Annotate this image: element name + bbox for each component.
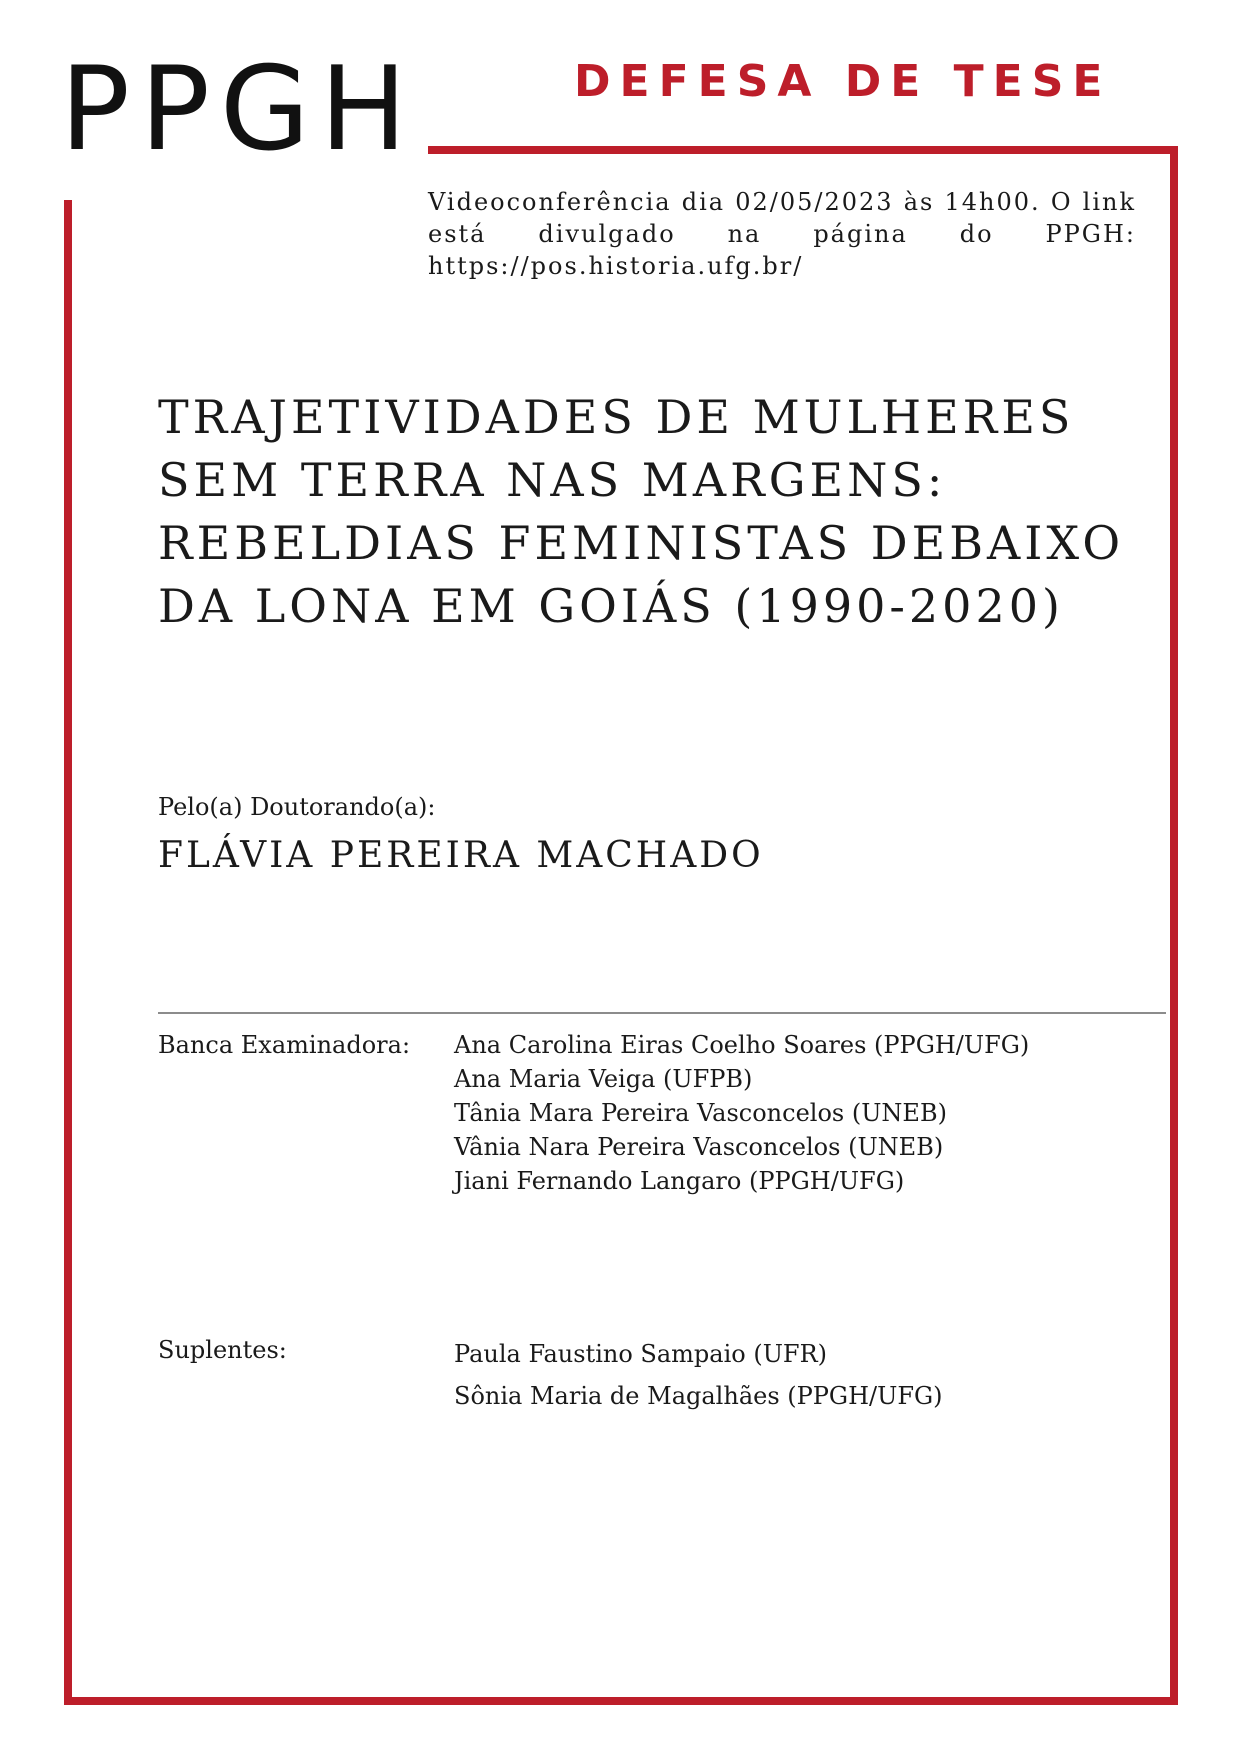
candidate-name: FLÁVIA PEREIRA MACHADO xyxy=(158,835,764,876)
thesis-title: TRAJETIVIDADES DE MULHERES SEM TERRA NAS MARGENS: REBELDIAS FEMINISTAS DEBAIXO DA LONA EM GOIÁS (1990-2020) xyxy=(158,390,1125,633)
substitute-member: Paula Faustino Sampaio (UFR) xyxy=(454,1340,828,1368)
committee-member: Vânia Nara Pereira Vasconcelos (UNEB) xyxy=(454,1133,944,1161)
committee-member: Ana Maria Veiga (UFPB) xyxy=(454,1065,753,1093)
committee-member: Tânia Mara Pereira Vasconcelos (UNEB) xyxy=(454,1099,947,1127)
section-divider xyxy=(158,1012,1166,1014)
frame-line-bottom xyxy=(64,1697,1178,1705)
event-type-heading: DEFESA DE TESE xyxy=(574,56,1112,107)
substitutes-list xyxy=(454,1333,943,1417)
committee-member: Ana Carolina Eiras Coelho Soares (PPGH/UFG) xyxy=(454,1031,1030,1059)
event-info-text: Videoconferência dia 02/05/2023 às 14h00. O link está divulgado na página do PPGH: https://pos.historia.ufg.br/ xyxy=(428,188,1136,280)
candidate-label: Pelo(a) Doutorando(a): xyxy=(158,793,436,821)
committee-label: Banca Examinadora: xyxy=(158,1031,411,1059)
frame-line-left xyxy=(64,200,72,1705)
frame-line-top xyxy=(428,146,1178,154)
ppgh-logo: PPGH xyxy=(60,42,418,177)
substitutes-label: Suplentes: xyxy=(158,1336,287,1364)
frame-line-right xyxy=(1170,146,1178,1705)
substitute-member: Sônia Maria de Magalhães (PPGH/UFG) xyxy=(454,1382,943,1410)
committee-list xyxy=(454,1028,1029,1198)
committee-member: Jiani Fernando Langaro (PPGH/UFG) xyxy=(454,1167,905,1195)
